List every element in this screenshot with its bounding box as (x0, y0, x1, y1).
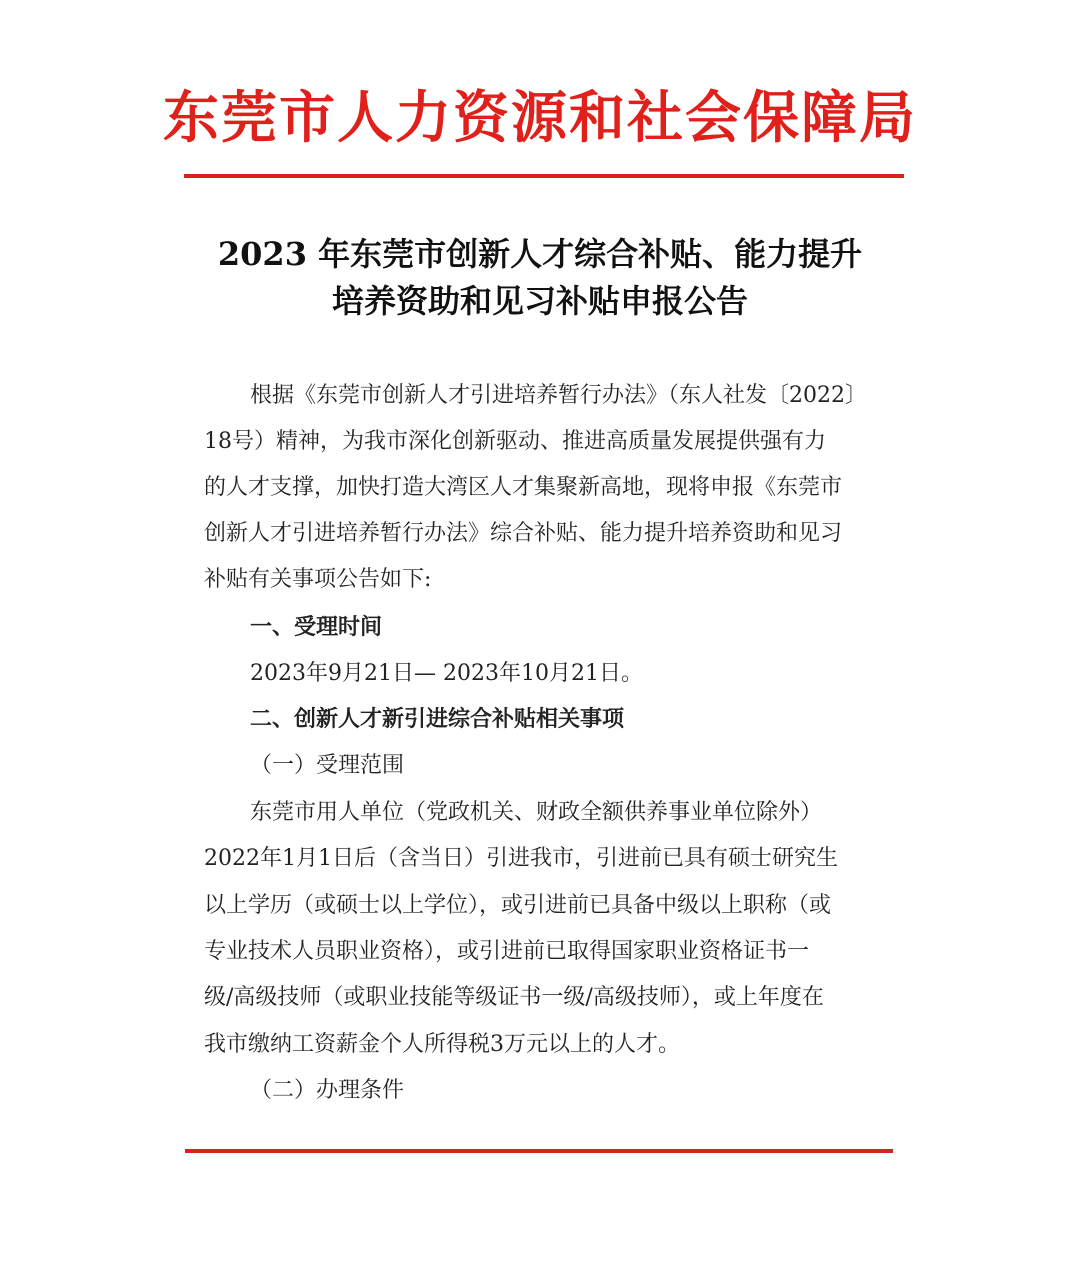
document-title-line-2: 培养资助和见习补贴申报公告 (331, 282, 748, 320)
paragraph-2-line-3: 以上学历（或硕士以上学位），或引进前已具备中级以上职称（或 (204, 893, 832, 918)
paragraph-1-line-4: 创新人才引进培养暂行办法》综合补贴、能力提升培养资助和见习 (204, 521, 843, 546)
red-divider-bottom (185, 1149, 893, 1153)
paragraph-2-line-1: 东莞市用人单位（党政机关、财政全额供养事业单位除外） (250, 800, 823, 825)
paragraph-2-line-5: 级/高级技师（或职业技能等级证书一级/高级技师），或上年度在 (204, 985, 824, 1010)
section-1-heading: 一、受理时间 (250, 615, 383, 640)
subsection-1-heading: （一）受理范围 (250, 753, 405, 778)
paragraph-1-line-3: 的人才支撑，加快打造大湾区人才集聚新高地，现将申报《东莞市 (204, 475, 843, 500)
subsection-2-heading: （二）办理条件 (250, 1078, 405, 1103)
paragraph-1-line-2: 18号）精神，为我市深化创新驱动、推进高质量发展提供强有力 (204, 429, 826, 454)
agency-masthead: 东莞市人力资源和社会保障局 (163, 85, 917, 151)
section-2-heading: 二、创新人才新引进综合补贴相关事项 (250, 707, 625, 732)
paragraph-2-line-2: 2022年1月1日后（含当日）引进我市，引进前已具有硕士研究生 (204, 846, 838, 871)
document-title-line-1: 2023 年东莞市创新人才综合补贴、能力提升 (217, 235, 863, 273)
paragraph-1-line-5: 补贴有关事项公告如下: (204, 567, 432, 592)
paragraph-1-line-1: 根据《东莞市创新人才引进培养暂行办法》（东人社发〔2022〕 (250, 383, 867, 408)
section-1-text: 2023年9月21日— 2023年10月21日。 (250, 661, 643, 686)
paragraph-2-line-4: 专业技术人员职业资格），或引进前已取得国家职业资格证书一 (204, 939, 810, 964)
paragraph-2-line-6: 我市缴纳工资薪金个人所得税3万元以上的人才。 (204, 1032, 680, 1057)
red-divider-top (184, 174, 904, 178)
